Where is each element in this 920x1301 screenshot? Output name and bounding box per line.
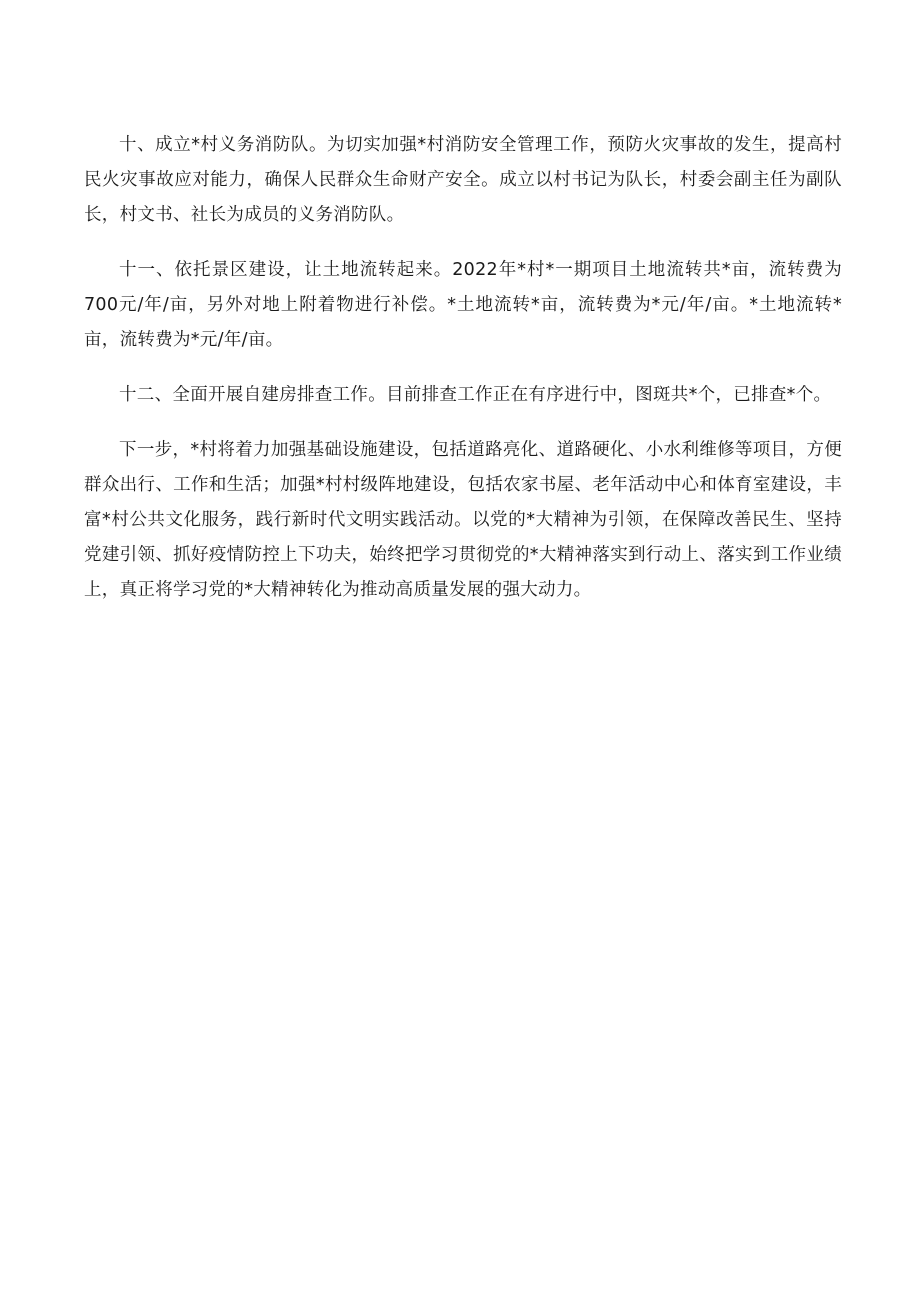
paragraph-next-steps: 下一步，*村将着力加强基础设施建设，包括道路亮化、道路硬化、小水利维修等项目，方便群众出行、工作和生活；加强*村村级阵地建设，包括农家书屋、老年活动中心和体育室建设，丰富*村公共文化服务，践行新时代文明实践活动。以党的*大精神为引领，在保障改善民生、坚持党建引领、抓好疫情防控上下功夫，始终把学习贯彻党的*大精神落实到行动上、落实到工作业绩上，真正将学习党的*大精神转化为推动高质量发展的强大动力。 [84,440,842,600]
paragraph-house-inspection: 十二、全面开展自建房排查工作。目前排查工作正在有序进行中，图斑共*个，已排查*个。 [119,385,832,405]
paragraph-fire-brigade: 十、成立*村义务消防队。为切实加强*村消防安全管理工作，预防火灾事故的发生，提高村民火灾事故应对能力，确保人民群众生命财产安全。成立以村书记为队长，村委会副主任为副队长，村文书、社长为成员的义务消防队。 [84,135,842,225]
paragraph-land-transfer: 十一、依托景区建设，让土地流转起来。2022年*村*一期项目土地流转共*亩，流转费为700元/年/亩，另外对地上附着物进行补偿。*土地流转*亩，流转费为*元/年/亩。*土地流转*亩，流转费为*元/年/亩。 [84,260,842,350]
document-body [84,128,842,628]
